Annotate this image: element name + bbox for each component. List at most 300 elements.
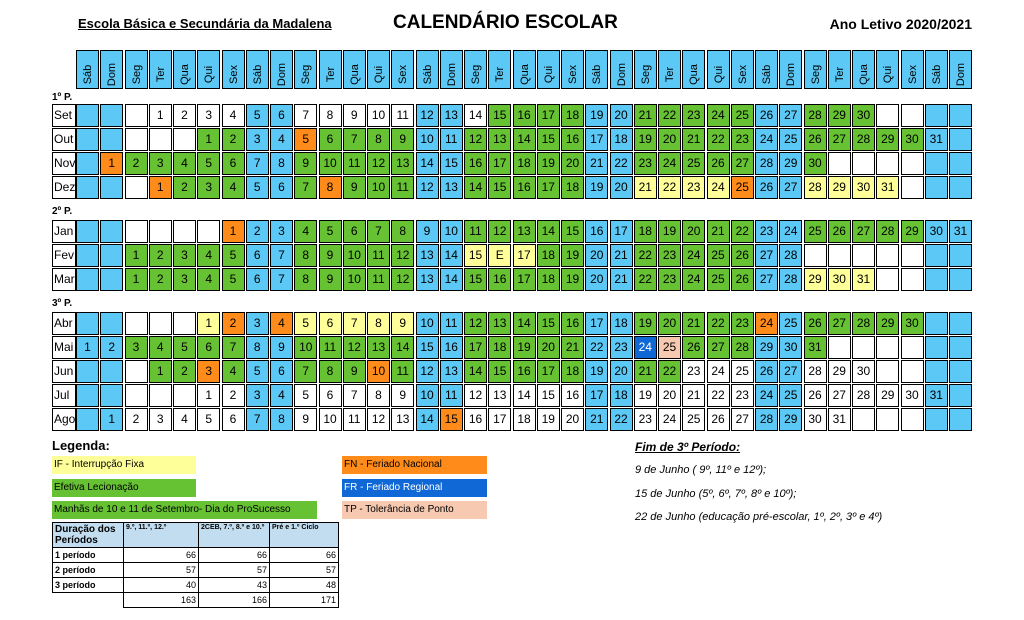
day-cell: 26 [755,104,778,127]
legend-interrupcao-fixa: IF - Interrupção Fixa [52,456,196,474]
day-cell: 27 [852,220,875,243]
day-cell: 10 [416,128,439,151]
day-cell: 11 [367,244,390,267]
day-cell: 12 [488,220,511,243]
day-cell: 5 [246,176,269,199]
weekday-header [125,50,148,89]
weekday-label: Sáb [761,64,773,85]
day-cell: 21 [585,408,608,431]
weekday-label: Seg [470,64,482,85]
weekday-label: Sáb [930,64,943,85]
day-cell: 4 [173,408,196,431]
weekday-header [561,50,584,89]
day-cell: 11 [343,408,366,431]
day-cell: 19 [561,244,584,267]
month-label: Jan [52,220,76,243]
day-cell: 20 [682,220,705,243]
duration-cell: 57 [199,563,270,578]
day-cell: 8 [319,104,342,127]
day-cell: 1 [100,408,123,431]
day-cell: 19 [561,268,584,291]
day-cell: 7 [246,152,269,175]
day-cell: 29 [876,312,899,335]
duration-cell: 163 [124,593,199,608]
month-label: Mai [52,336,76,359]
day-cell: 28 [876,220,899,243]
day-cell: 26 [707,408,730,431]
day-cell: 17 [610,220,633,243]
day-cell: 4 [197,244,220,267]
day-cell: 20 [610,360,633,383]
empty-cell [804,244,827,267]
day-cell: 15 [537,312,560,335]
month-label: Jul [52,384,76,407]
day-cell: 14 [513,384,536,407]
day-cell: 16 [561,128,584,151]
weekday-label: Qua [858,64,870,85]
weekday-header [367,50,390,89]
day-cell: 16 [440,336,463,359]
day-cell: 31 [828,408,851,431]
day-cell: 10 [319,152,342,175]
month-row [52,244,798,268]
day-cell: 22 [707,312,730,335]
day-cell: 16 [585,220,608,243]
day-cell: 20 [561,152,584,175]
weekday-header [707,50,730,89]
day-cell: 6 [270,104,293,127]
day-cell: 24 [779,220,802,243]
day-cell: 20 [537,336,560,359]
day-cell: 22 [731,220,754,243]
day-cell: 12 [416,176,439,199]
day-cell: 22 [610,408,633,431]
day-cell: 1 [125,244,148,267]
day-cell: 28 [852,128,875,151]
empty-cell [925,244,948,267]
day-cell: 30 [901,128,924,151]
day-cell: 15 [537,128,560,151]
day-cell: 3 [270,220,293,243]
weekday-label: Ter [664,66,676,83]
empty-cell [949,104,972,127]
day-cell: 5 [222,268,245,291]
day-cell: 12 [391,244,414,267]
duration-cell: 3 período [53,578,124,593]
day-cell: 18 [537,268,560,291]
weekday-header [585,50,608,89]
day-cell: 26 [682,336,705,359]
weekday-header [634,50,657,89]
legend-prosucesso: Manhãs de 10 e 11 de Setembro- Dia do ProSucesso [52,501,317,519]
weekday-header [100,50,123,89]
day-cell: 4 [294,220,317,243]
day-cell: 9 [319,244,342,267]
day-cell: 15 [488,176,511,199]
day-cell: 24 [707,360,730,383]
weekday-label: Dom [445,62,458,87]
weekday-label: Dom [615,62,628,87]
day-cell: 17 [537,176,560,199]
day-cell: 14 [440,268,463,291]
day-cell: 9 [416,220,439,243]
empty-cell [949,360,972,383]
day-cell: 8 [391,220,414,243]
day-cell: 14 [464,360,487,383]
end-period-title: Fim de 3º Período: [635,440,741,454]
day-cell: 26 [804,128,827,151]
weekday-header [828,50,851,89]
day-cell: 10 [343,244,366,267]
duration-cell: 66 [124,548,199,563]
day-cell: 27 [707,336,730,359]
day-cell: 5 [319,220,342,243]
day-cell: 25 [658,336,681,359]
day-cell: 13 [488,128,511,151]
day-cell: 9 [391,128,414,151]
empty-cell [852,152,875,175]
day-cell: 12 [464,312,487,335]
empty-cell [901,152,924,175]
day-cell: 6 [270,360,293,383]
day-cell: 4 [173,152,196,175]
day-cell: 8 [319,360,342,383]
day-cell: 28 [779,268,802,291]
weekday-header [513,50,536,89]
weekday-label: Qua [348,64,361,85]
day-cell: 4 [270,312,293,335]
empty-cell [925,408,948,431]
empty-cell [173,312,196,335]
day-cell: 22 [585,336,608,359]
empty-cell [925,360,948,383]
weekday-header [391,50,414,89]
day-cell: 22 [658,176,681,199]
empty-cell [76,384,99,407]
weekday-header [779,50,802,89]
calendar-grid [52,50,968,432]
day-cell: 17 [585,312,608,335]
month-label: Nov [52,152,76,175]
empty-cell [173,128,196,151]
empty-cell [876,268,899,291]
weekday-header [319,50,342,89]
day-cell: 8 [319,176,342,199]
day-cell: 3 [173,244,196,267]
month-label: Dez [52,176,76,199]
day-cell: 31 [804,336,827,359]
day-cell: 10 [416,384,439,407]
day-cell: 21 [634,104,657,127]
weekday-label: Seg [639,64,652,85]
duration-cell [53,593,124,608]
table-row [53,593,339,608]
day-cell: 23 [682,360,705,383]
empty-cell [828,152,851,175]
day-cell: 31 [925,384,948,407]
end-period-line: 22 de Junho (educação pré-escolar, 1º, 2º, 3º e 4º) [635,511,883,523]
empty-cell [876,360,899,383]
day-cell: 9 [294,152,317,175]
day-cell: 25 [779,312,802,335]
day-cell: 28 [804,176,827,199]
day-cell: 4 [197,268,220,291]
day-cell: 8 [367,384,390,407]
day-cell: 16 [488,268,511,291]
day-cell: 8 [294,268,317,291]
empty-cell [925,176,948,199]
day-cell: 15 [561,220,584,243]
day-cell: 8 [367,312,390,335]
empty-cell [100,268,123,291]
day-cell: 5 [294,384,317,407]
month-row [52,104,871,128]
day-cell: 11 [343,152,366,175]
day-cell: 24 [658,152,681,175]
duration-cell: 66 [270,548,339,563]
weekday-label: Seg [809,64,822,85]
empty-cell [100,104,123,127]
day-cell: 9 [319,268,342,291]
school-name: Escola Básica e Secundária da Madalena [78,16,332,31]
weekday-header [464,50,487,89]
day-cell: 27 [731,408,754,431]
day-cell: 28 [804,104,827,127]
day-cell: 7 [294,360,317,383]
day-cell: 8 [270,408,293,431]
period-label: 1º P. [52,92,73,103]
weekday-label: Qui [203,65,216,84]
day-cell: 9 [343,176,366,199]
day-cell: 24 [682,244,705,267]
day-cell: 14 [513,312,536,335]
empty-cell [949,268,972,291]
day-cell: 28 [852,384,875,407]
legend-title: Legenda: [52,438,110,453]
duration-cell: 40 [124,578,199,593]
day-cell: 24 [634,336,657,359]
day-cell: 25 [707,244,730,267]
day-cell: 30 [852,176,875,199]
day-cell: 12 [367,408,390,431]
day-cell: 20 [610,104,633,127]
day-cell: 14 [464,176,487,199]
weekday-label: Sex [227,65,240,84]
day-cell: 26 [707,152,730,175]
day-cell: 7 [343,128,366,151]
empty-cell [949,128,972,151]
day-cell: 21 [610,268,633,291]
day-cell: 14 [464,104,487,127]
empty-cell [76,408,99,431]
day-cell: 30 [779,336,802,359]
weekday-header [537,50,560,89]
day-cell: 2 [222,128,245,151]
weekday-label: Ter [833,66,846,83]
day-cell: 6 [343,220,366,243]
duration-cell: 2 período [53,563,124,578]
empty-cell [949,384,972,407]
month-label: Mar [52,268,76,291]
day-cell: 10 [367,360,390,383]
day-cell: 1 [125,268,148,291]
day-cell: 27 [828,384,851,407]
empty-cell [125,360,148,383]
day-cell: 1 [149,360,172,383]
day-cell: 16 [513,176,536,199]
day-cell: 11 [440,128,463,151]
day-cell: 4 [270,384,293,407]
empty-cell [76,176,99,199]
day-cell: 22 [634,244,657,267]
day-cell: 14 [416,152,439,175]
weekday-label: Sex [736,65,749,84]
day-cell: 26 [755,360,778,383]
day-cell: 17 [537,360,560,383]
day-cell: 4 [222,360,245,383]
day-cell: 19 [537,408,560,431]
empty-cell [949,336,972,359]
weekday-label: Sex [397,65,410,84]
day-cell: 27 [779,104,802,127]
empty-cell [76,128,99,151]
empty-cell [149,384,172,407]
empty-cell [852,408,875,431]
day-cell: 31 [949,220,972,243]
day-cell: 19 [513,336,536,359]
weekday-header [294,50,317,89]
day-cell: 26 [828,220,851,243]
day-cell: 18 [561,104,584,127]
day-cell: 25 [707,268,730,291]
day-cell: 2 [173,104,196,127]
day-cell: 13 [440,360,463,383]
day-cell: 7 [343,384,366,407]
day-cell: 23 [634,408,657,431]
day-cell: 3 [246,128,269,151]
day-cell: 2 [173,360,196,383]
day-cell: 6 [222,408,245,431]
day-cell: 25 [804,220,827,243]
day-cell: 29 [828,176,851,199]
month-label: Fev [52,244,76,267]
empty-cell [828,244,851,267]
day-cell: 14 [513,128,536,151]
empty-cell [100,128,123,151]
weekday-header [610,50,633,89]
day-cell: 30 [804,408,827,431]
day-cell: 5 [246,104,269,127]
month-row [52,128,943,152]
day-cell: 15 [440,152,463,175]
day-cell: 6 [319,384,342,407]
day-cell: 1 [222,220,245,243]
empty-cell [100,312,123,335]
day-cell: 12 [367,152,390,175]
day-cell: 6 [197,336,220,359]
table-row [53,578,339,593]
day-cell: 27 [828,312,851,335]
month-label: Out [52,128,76,151]
day-cell: 1 [149,104,172,127]
duration-header: 9.º, 11.º, 12.º [124,523,199,548]
legend-feriado-regional: FR - Feriado Regional [342,479,487,497]
empty-cell [100,384,123,407]
day-cell: 20 [561,408,584,431]
day-cell: 10 [416,312,439,335]
duration-cell: 171 [270,593,339,608]
empty-cell [925,336,948,359]
day-cell: 15 [416,336,439,359]
day-cell: 21 [610,244,633,267]
day-cell: 29 [755,336,778,359]
day-cell: 19 [585,104,608,127]
day-cell: 23 [610,336,633,359]
weekday-header-row [52,50,967,90]
empty-cell [925,312,948,335]
empty-cell [76,360,99,383]
day-cell: 20 [658,312,681,335]
weekday-header [876,50,899,89]
day-cell: 25 [731,104,754,127]
month-row [52,408,846,432]
day-cell: 18 [561,176,584,199]
empty-cell [876,336,899,359]
day-cell: 15 [488,104,511,127]
day-cell: 30 [804,152,827,175]
day-cell: 5 [173,336,196,359]
duration-cell: 48 [270,578,339,593]
day-cell: 2 [149,244,172,267]
empty-cell [901,336,924,359]
day-cell: 21 [634,360,657,383]
day-cell: 11 [367,268,390,291]
day-cell: 12 [416,360,439,383]
day-cell: 7 [270,268,293,291]
day-cell: 19 [585,176,608,199]
month-row [52,360,871,384]
duration-cell: 43 [199,578,270,593]
day-cell: 6 [246,244,269,267]
weekday-header [682,50,705,89]
month-label: Abr [52,312,76,335]
weekday-label: Dom [785,62,798,87]
empty-cell [125,176,148,199]
day-cell: 11 [319,336,342,359]
weekday-label: Sáb [591,64,604,85]
month-row [52,384,943,408]
day-cell: 12 [391,268,414,291]
day-cell: 24 [755,384,778,407]
empty-cell [949,152,972,175]
day-cell: 30 [901,312,924,335]
day-cell: 31 [852,268,875,291]
weekday-header [197,50,220,89]
day-cell: 18 [610,128,633,151]
empty-cell [76,152,99,175]
month-row [52,176,895,200]
day-cell: 20 [658,128,681,151]
empty-cell [76,220,99,243]
weekday-label: Sáb [82,64,94,85]
day-cell: 19 [585,360,608,383]
day-cell: 7 [222,336,245,359]
day-cell: 9 [343,360,366,383]
day-cell: 21 [682,312,705,335]
empty-cell [901,408,924,431]
day-cell: 23 [755,220,778,243]
empty-cell [901,268,924,291]
